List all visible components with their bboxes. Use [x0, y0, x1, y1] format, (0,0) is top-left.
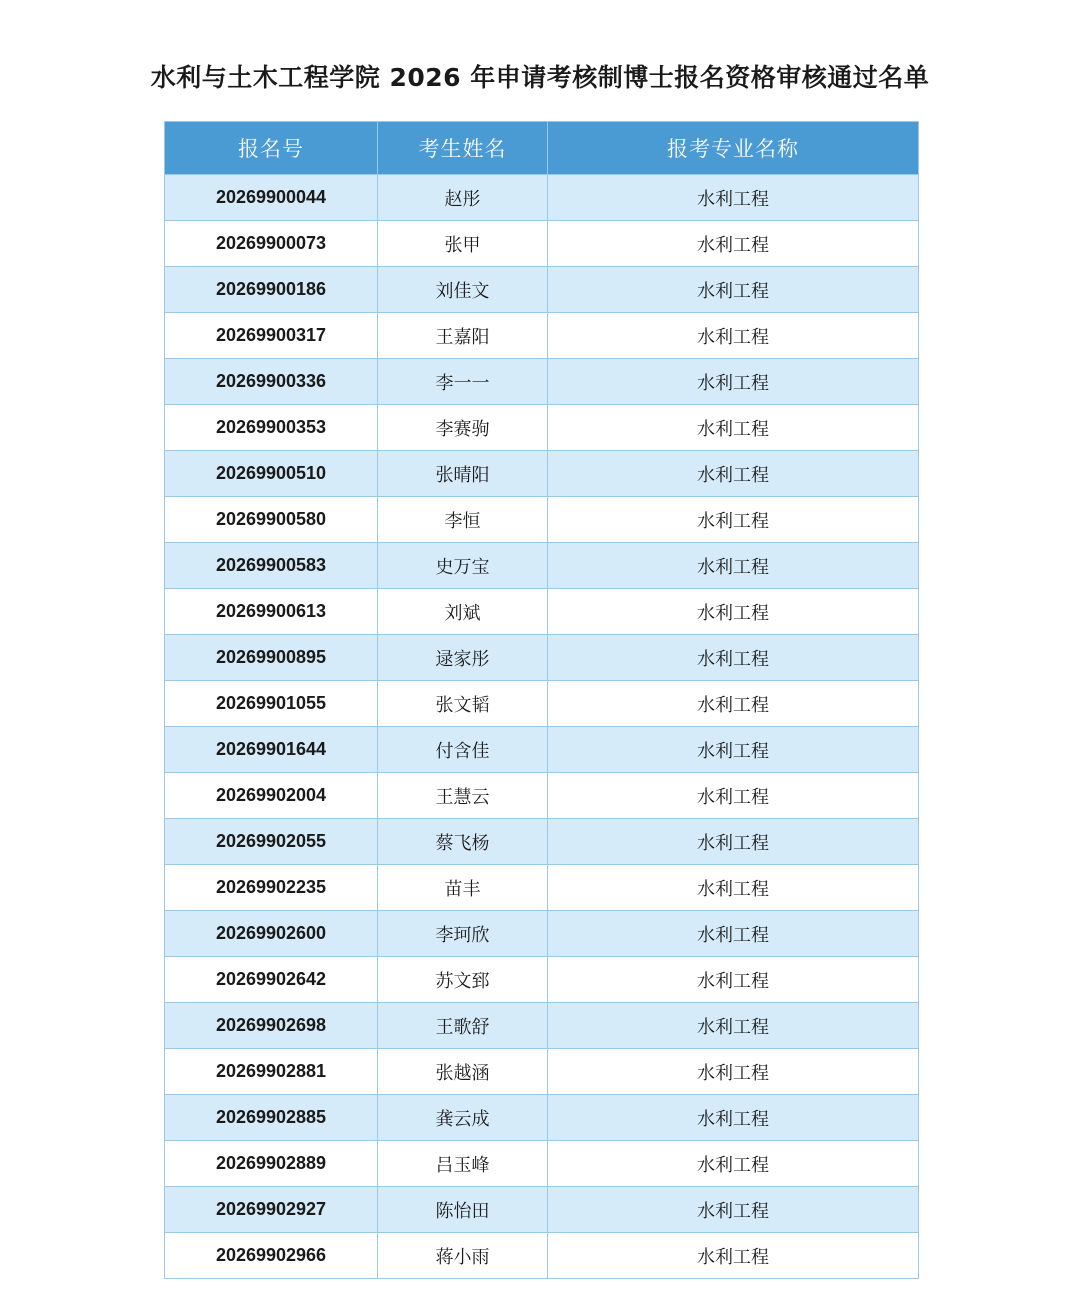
table-body	[165, 175, 919, 1279]
table-row	[165, 405, 919, 451]
registration-number-cell: 20269900583	[165, 543, 378, 589]
candidate-name-cell: 刘佳文	[378, 267, 548, 313]
major-name-cell: 水利工程	[548, 681, 919, 727]
table-row	[165, 1233, 919, 1279]
table-row	[165, 911, 919, 957]
major-name-cell: 水利工程	[548, 359, 919, 405]
candidate-name-cell: 王慧云	[378, 773, 548, 819]
major-name-cell: 水利工程	[548, 635, 919, 681]
registration-number-cell: 20269900073	[165, 221, 378, 267]
candidate-name-cell: 刘斌	[378, 589, 548, 635]
major-name-cell: 水利工程	[548, 773, 919, 819]
registration-number-cell: 20269902927	[165, 1187, 378, 1233]
registration-number-cell: 20269902642	[165, 957, 378, 1003]
table-row	[165, 1187, 919, 1233]
candidate-name-cell: 逯家彤	[378, 635, 548, 681]
registration-number-cell: 20269902600	[165, 911, 378, 957]
candidate-name-cell: 陈怡田	[378, 1187, 548, 1233]
table-row	[165, 497, 919, 543]
candidate-name-cell: 蔡飞杨	[378, 819, 548, 865]
candidate-name-cell: 王嘉阳	[378, 313, 548, 359]
table-row	[165, 635, 919, 681]
major-name-cell: 水利工程	[548, 451, 919, 497]
table-row	[165, 313, 919, 359]
table-row	[165, 359, 919, 405]
major-name-cell: 水利工程	[548, 1095, 919, 1141]
registration-number-cell: 20269901644	[165, 727, 378, 773]
major-name-cell: 水利工程	[548, 175, 919, 221]
registration-number-cell: 20269900336	[165, 359, 378, 405]
major-name-cell: 水利工程	[548, 1141, 919, 1187]
major-name-cell: 水利工程	[548, 865, 919, 911]
table-row	[165, 681, 919, 727]
registration-number-cell: 20269902881	[165, 1049, 378, 1095]
major-name-cell: 水利工程	[548, 1003, 919, 1049]
candidate-name-cell: 蒋小雨	[378, 1233, 548, 1279]
table-row	[165, 267, 919, 313]
registration-number-cell: 20269900580	[165, 497, 378, 543]
candidate-name-cell: 苏文郅	[378, 957, 548, 1003]
header-candidate-name: 考生姓名	[378, 122, 548, 175]
registration-number-cell: 20269902235	[165, 865, 378, 911]
major-name-cell: 水利工程	[548, 497, 919, 543]
table-row	[165, 589, 919, 635]
registration-number-cell: 20269902004	[165, 773, 378, 819]
major-name-cell: 水利工程	[548, 313, 919, 359]
candidate-name-cell: 龚云成	[378, 1095, 548, 1141]
candidate-name-cell: 苗丰	[378, 865, 548, 911]
table-row	[165, 221, 919, 267]
registration-number-cell: 20269900613	[165, 589, 378, 635]
table-row	[165, 865, 919, 911]
table-row	[165, 727, 919, 773]
major-name-cell: 水利工程	[548, 957, 919, 1003]
candidate-name-cell: 张晴阳	[378, 451, 548, 497]
major-name-cell: 水利工程	[548, 405, 919, 451]
major-name-cell: 水利工程	[548, 911, 919, 957]
registration-number-cell: 20269902889	[165, 1141, 378, 1187]
major-name-cell: 水利工程	[548, 1233, 919, 1279]
header-major-name: 报考专业名称	[548, 122, 919, 175]
table-row	[165, 957, 919, 1003]
candidate-name-cell: 赵彤	[378, 175, 548, 221]
major-name-cell: 水利工程	[548, 267, 919, 313]
candidate-name-cell: 吕玉峰	[378, 1141, 548, 1187]
registration-number-cell: 20269902055	[165, 819, 378, 865]
table-row	[165, 1095, 919, 1141]
candidate-name-cell: 李一一	[378, 359, 548, 405]
candidate-name-cell: 付含佳	[378, 727, 548, 773]
candidate-name-cell: 李赛驹	[378, 405, 548, 451]
candidate-name-cell: 张越涵	[378, 1049, 548, 1095]
admission-list-table	[164, 121, 919, 1279]
major-name-cell: 水利工程	[548, 221, 919, 267]
table-row	[165, 773, 919, 819]
table-row	[165, 1003, 919, 1049]
registration-number-cell: 20269900186	[165, 267, 378, 313]
candidate-name-cell: 李珂欣	[378, 911, 548, 957]
candidate-name-cell: 李恒	[378, 497, 548, 543]
major-name-cell: 水利工程	[548, 727, 919, 773]
registration-number-cell: 20269902885	[165, 1095, 378, 1141]
table-row	[165, 451, 919, 497]
major-name-cell: 水利工程	[548, 1187, 919, 1233]
registration-number-cell: 20269902698	[165, 1003, 378, 1049]
header-registration-number: 报名号	[165, 122, 378, 175]
registration-number-cell: 20269900895	[165, 635, 378, 681]
major-name-cell: 水利工程	[548, 819, 919, 865]
table-row	[165, 175, 919, 221]
table-header-row	[165, 122, 919, 175]
registration-number-cell: 20269901055	[165, 681, 378, 727]
candidate-name-cell: 张文韬	[378, 681, 548, 727]
table-row	[165, 543, 919, 589]
registration-number-cell: 20269900044	[165, 175, 378, 221]
registration-number-cell: 20269900353	[165, 405, 378, 451]
page-title: 水利与土木工程学院 2026 年申请考核制博士报名资格审核通过名单	[150, 63, 930, 92]
candidate-name-cell: 张甲	[378, 221, 548, 267]
major-name-cell: 水利工程	[548, 543, 919, 589]
candidate-name-cell: 史万宝	[378, 543, 548, 589]
registration-number-cell: 20269902966	[165, 1233, 378, 1279]
registration-number-cell: 20269900510	[165, 451, 378, 497]
candidate-name-cell: 王歌舒	[378, 1003, 548, 1049]
major-name-cell: 水利工程	[548, 1049, 919, 1095]
table-row	[165, 1141, 919, 1187]
major-name-cell: 水利工程	[548, 589, 919, 635]
registration-number-cell: 20269900317	[165, 313, 378, 359]
table-row	[165, 819, 919, 865]
table-row	[165, 1049, 919, 1095]
